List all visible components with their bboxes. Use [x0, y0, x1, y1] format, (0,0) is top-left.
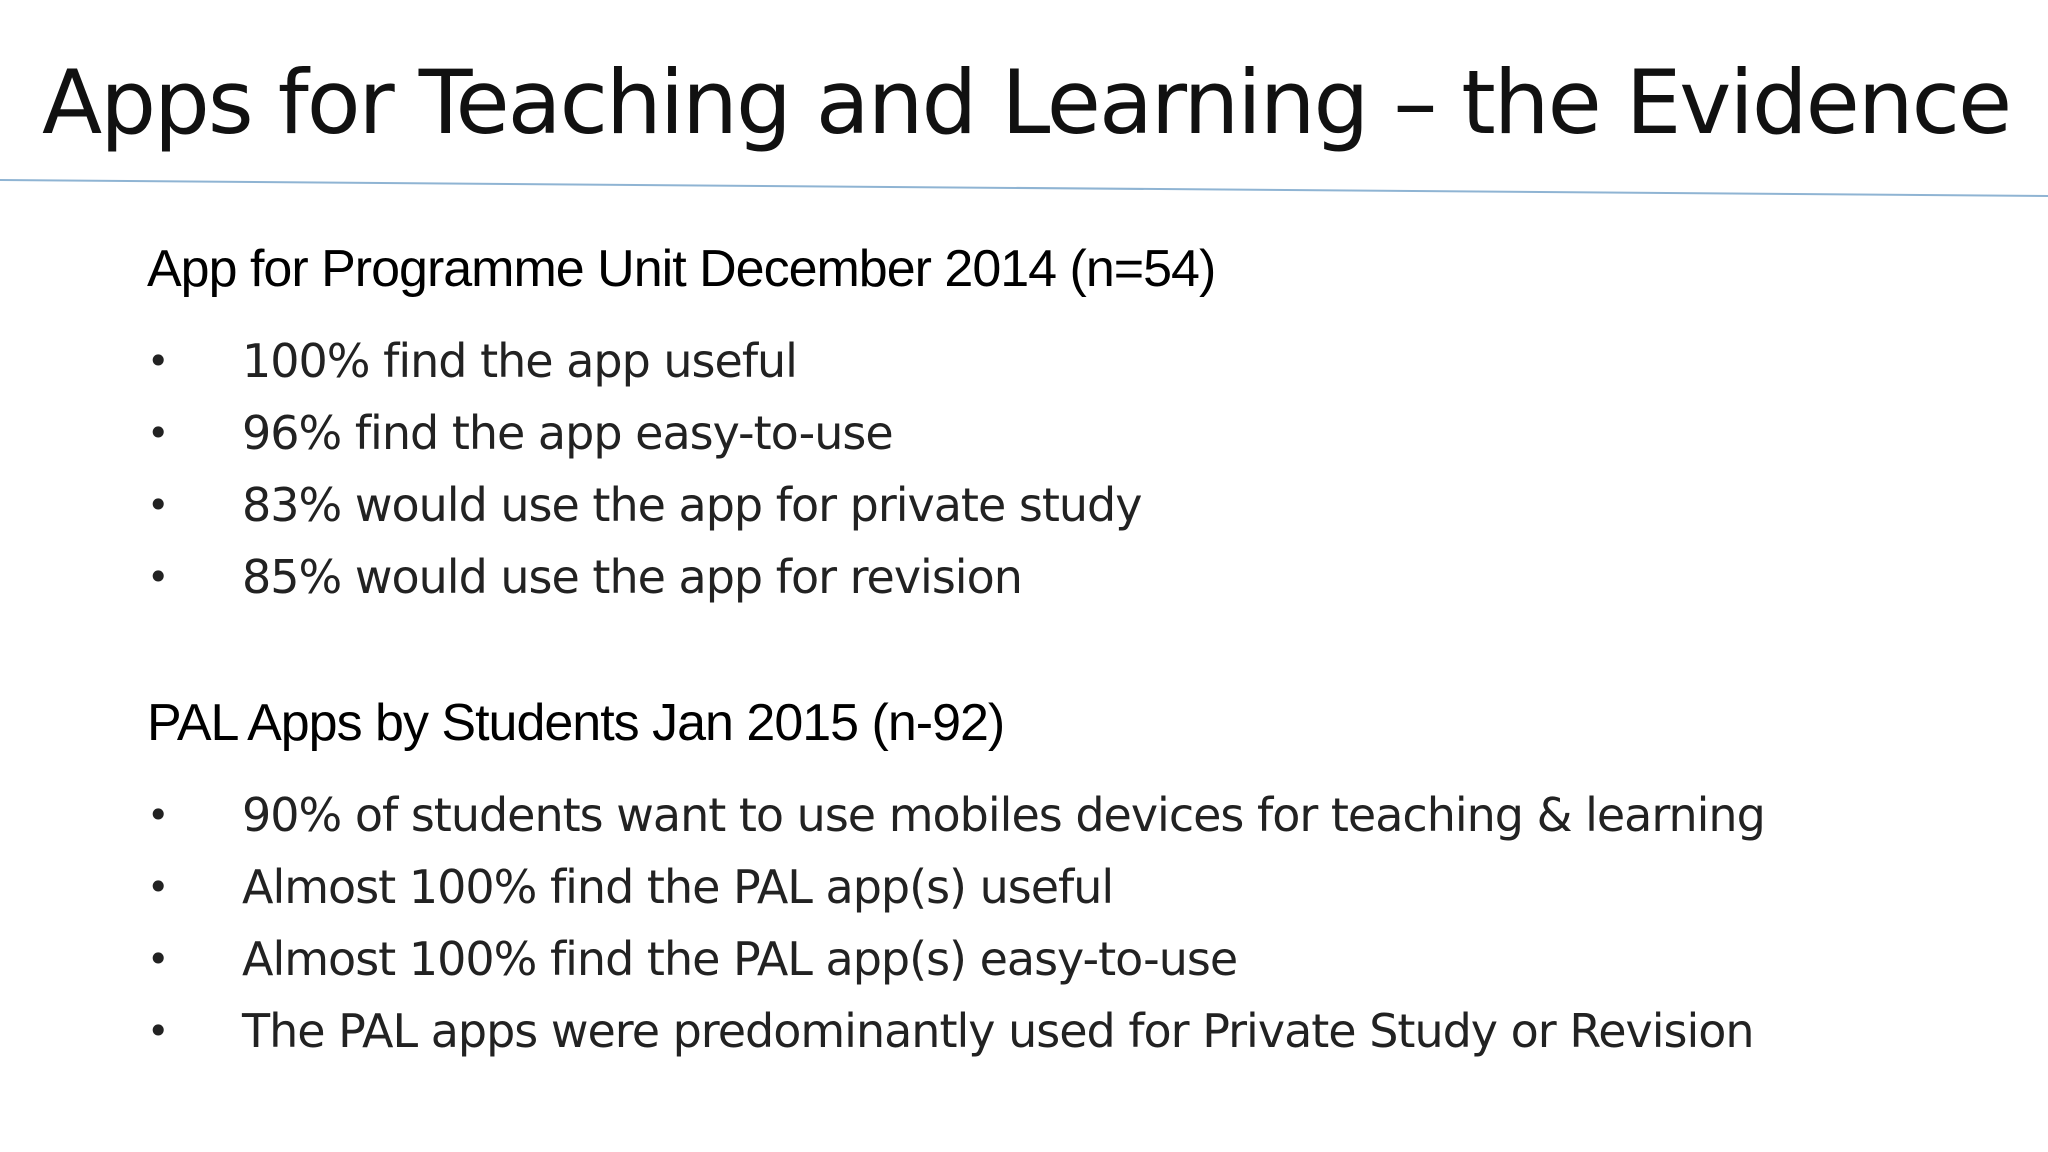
bullet-icon: • — [147, 1009, 170, 1053]
bullet-icon: • — [147, 793, 170, 837]
bullet-icon: • — [147, 483, 170, 527]
bullet-text: The PAL apps were predominantly used for Private Study or Revision — [242, 1004, 1754, 1058]
bullet-icon: • — [147, 865, 170, 909]
bullet-text: 85% would use the app for revision — [242, 550, 1022, 604]
title-divider — [0, 176, 2048, 202]
section-heading-pal-apps: PAL Apps by Students Jan 2015 (n-92) — [147, 694, 1005, 752]
section-heading-programme-unit: App for Programme Unit December 2014 (n=54) — [147, 240, 1216, 298]
slide-title: Apps for Teaching and Learning – the Evidence — [42, 51, 2011, 154]
bullet-icon: • — [147, 937, 170, 981]
bullet-text: 83% would use the app for private study — [242, 478, 1142, 532]
bullet-icon: • — [147, 411, 170, 455]
bullet-icon: • — [147, 555, 170, 599]
bullet-text: Almost 100% find the PAL app(s) easy-to-use — [242, 932, 1238, 986]
bullet-text: Almost 100% find the PAL app(s) useful — [242, 860, 1114, 914]
bullet-text: 100% find the app useful — [242, 334, 797, 388]
bullet-text: 96% find the app easy-to-use — [242, 406, 893, 460]
bullet-icon: • — [147, 339, 170, 383]
bullet-text: 90% of students want to use mobiles devices for teaching & learning — [242, 788, 1765, 842]
